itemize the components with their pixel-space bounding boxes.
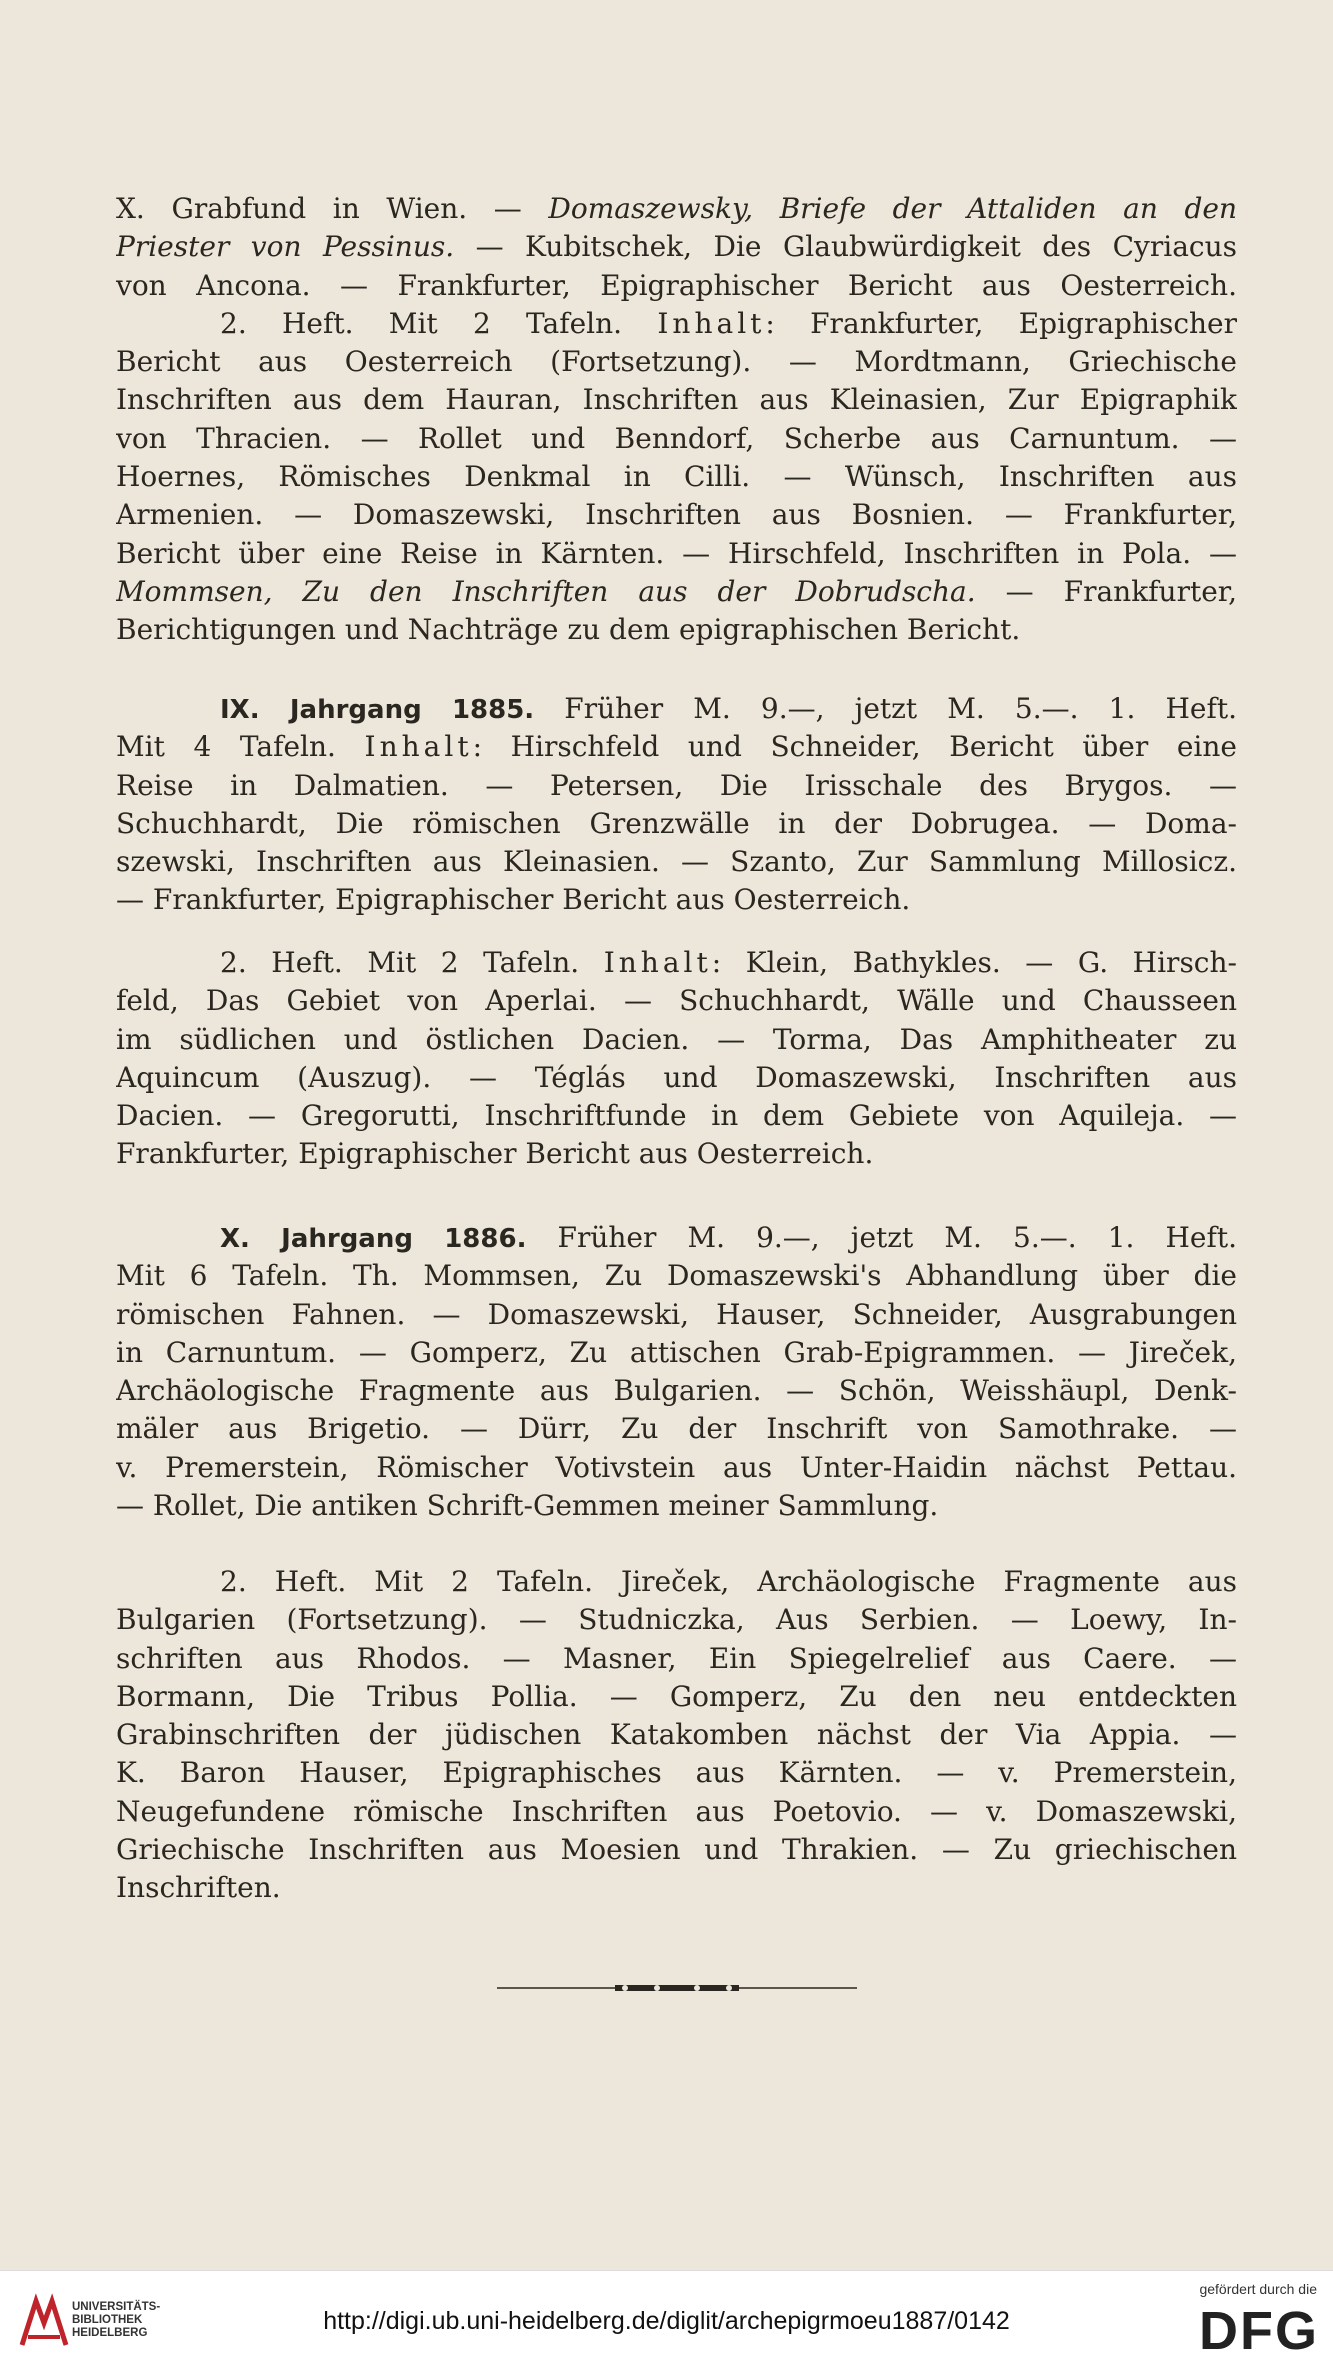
text-line xyxy=(116,1869,1237,1907)
text-run: Bericht über eine Reise in Kärnten. — Hirschfeld, Inschriften in Pola. — xyxy=(116,536,1237,570)
text-line xyxy=(116,843,1237,881)
bold-heading: IX. Jahrgang 1885. xyxy=(220,695,535,725)
footer-bar xyxy=(0,2270,1333,2374)
text-line xyxy=(116,458,1237,496)
text-line xyxy=(116,611,1237,649)
text-line xyxy=(116,1059,1237,1097)
text-run: Früher M. 9.—, jetzt M. 5.—. 1. Heft. xyxy=(534,692,1237,725)
library-name: UNIVERSITÄTS- BIBLIOTHEK HEIDELBERG xyxy=(72,2301,161,2339)
text-run: — Frankfurter, Epigraphischer Bericht aus Oesterreich. xyxy=(116,883,911,917)
text-run: — Frankfurter, xyxy=(975,574,1237,608)
text-run: Neugefundene römische Inschriften aus Poetovio. — v. Domaszewski, xyxy=(116,1794,1237,1828)
text-line xyxy=(116,1296,1237,1334)
text-run: Bulgarien (Fortsetzung). — Studniczka, Aus Serbien. — Loewy, In- xyxy=(116,1603,1237,1637)
italic-text: Domaszewsky, Briefe der Attaliden an den xyxy=(548,192,1237,225)
text-line xyxy=(116,690,1237,728)
text-line xyxy=(116,1793,1237,1831)
text-block-5 xyxy=(116,1563,1237,1908)
text-line xyxy=(116,1640,1237,1678)
spaced-text: Inhalt xyxy=(603,946,712,979)
text-run: X. Grabfund in Wien. — xyxy=(116,192,549,225)
italic-text: Mommsen, Zu den Inschriften aus der Dobrudscha. xyxy=(116,574,976,608)
text-line xyxy=(116,944,1237,982)
text-run: schriften aus Rhodos. — Masner, Ein Spiegelrelief aus Caere. — xyxy=(116,1641,1237,1675)
text-block-4 xyxy=(116,1219,1237,1525)
text-line xyxy=(116,1754,1237,1792)
text-run: Frankfurter, Epigraphischer Bericht aus Oesterreich. xyxy=(116,1137,874,1171)
text-line xyxy=(116,1219,1237,1257)
text-run: : Klein, Bathykles. — G. Hirsch- xyxy=(711,946,1237,979)
text-block-3 xyxy=(116,944,1237,1174)
page-url-link[interactable]: http://digi.ub.uni-heidelberg.de/diglit/archepigrmoeu1887/0142 xyxy=(323,2307,1010,2335)
text-run: Hoernes, Römisches Denkmal in Cilli. — Wünsch, Inschriften aus xyxy=(116,460,1237,494)
text-line xyxy=(116,190,1237,228)
text-line xyxy=(116,1097,1237,1135)
text-run: von Thracien. — Rollet und Benndorf, Scherbe aus Carnuntum. — xyxy=(116,421,1237,455)
text-run: Mit 6 Tafeln. Th. Mommsen, Zu Domaszewski's Abhandlung über die xyxy=(116,1259,1237,1293)
text-run: Inschriften. xyxy=(116,1871,281,1905)
text-run: von Ancona. — Frankfurter, Epigraphischer Bericht aus Oesterreich. xyxy=(116,268,1237,302)
text-run: 2. Heft. Mit 2 Tafeln. xyxy=(220,946,604,979)
text-line xyxy=(116,1021,1237,1059)
text-line xyxy=(116,1449,1237,1487)
spaced-text: Inhalt xyxy=(657,306,766,340)
text-line xyxy=(116,1135,1237,1173)
text-line xyxy=(116,228,1237,266)
text-run: v. Premerstein, Römischer Votivstein aus Unter-Haidin nächst Pettau. xyxy=(116,1450,1237,1484)
text-run: Bericht aus Oesterreich (Fortsetzung). — Mordtmann, Griechische xyxy=(116,345,1237,379)
text-run: 2. Heft. Mit 2 Tafeln. Jireček, Archäologische Fragmente aus xyxy=(220,1565,1237,1598)
text-line xyxy=(116,420,1237,458)
text-line xyxy=(116,267,1237,305)
text-line xyxy=(116,573,1237,611)
text-run: K. Baron Hauser, Epigraphisches aus Kärnten. — v. Premerstein, xyxy=(116,1756,1237,1790)
text-run: römischen Fahnen. — Domaszewski, Hauser, Schneider, Ausgrabungen xyxy=(116,1297,1237,1331)
text-line xyxy=(116,1410,1237,1448)
spaced-text: Inhalt xyxy=(364,730,473,764)
text-run: im südlichen und östlichen Dacien. — Torma, Das Amphitheater zu xyxy=(116,1022,1237,1056)
text-run: — Rollet, Die antiken Schrift-Gemmen meiner Sammlung. xyxy=(116,1489,939,1523)
text-line xyxy=(116,305,1237,343)
text-run: Griechische Inschriften aus Moesien und Thrakien. — Zu griechischen xyxy=(116,1833,1237,1867)
text-line xyxy=(116,1601,1237,1639)
text-line xyxy=(116,1257,1237,1295)
text-line xyxy=(116,535,1237,573)
text-run: Armenien. — Domaszewski, Inschriften aus Bosnien. — Frankfurter, xyxy=(116,498,1237,532)
text-line xyxy=(116,1563,1237,1601)
italic-text: Priester von Pessinus. xyxy=(116,230,455,264)
text-line xyxy=(116,728,1237,766)
text-run: Dacien. — Gregorutti, Inschriftfunde in dem Gebiete von Aquileja. — xyxy=(116,1099,1237,1133)
text-run: Inschriften aus dem Hauran, Inschriften aus Kleinasien, Zur Epigraphik xyxy=(116,383,1237,417)
text-line xyxy=(116,343,1237,381)
text-run: — Kubitschek, Die Glaubwürdigkeit des Cyriacus xyxy=(454,230,1237,264)
text-line xyxy=(116,1487,1237,1525)
text-run: Mit 4 Tafeln. xyxy=(116,730,365,764)
text-run: Reise in Dalmatien. — Petersen, Die Irisschale des Brygos. — xyxy=(116,768,1237,802)
text-line xyxy=(116,1372,1237,1410)
text-block-1 xyxy=(116,190,1237,650)
text-run: : Hirschfeld und Schneider, Bericht über eine xyxy=(472,730,1237,764)
text-run: Archäologische Fragmente aus Bulgarien. — Schön, Weisshäupl, Denk- xyxy=(116,1374,1237,1408)
text-run: Grabinschriften der jüdischen Katakomben nächst der Via Appia. — xyxy=(116,1718,1237,1752)
text-run: feld, Das Gebiet von Aperlai. — Schuchhardt, Wälle und Chausseen xyxy=(116,984,1237,1018)
text-run: szewski, Inschriften aus Kleinasien. — Szanto, Zur Sammlung Millosicz. xyxy=(116,845,1237,879)
text-line xyxy=(116,982,1237,1020)
text-run: Schuchhardt, Die römischen Grenzwälle in der Dobrugea. — Doma- xyxy=(116,806,1237,840)
text-run: mäler aus Brigetio. — Dürr, Zu der Inschrift von Samothrake. — xyxy=(116,1412,1237,1446)
dfg-logo: DFG xyxy=(1199,2301,1319,2361)
text-line xyxy=(116,767,1237,805)
text-run: in Carnuntum. — Gomperz, Zu attischen Grab-Epigrammen. — Jireček, xyxy=(116,1335,1237,1369)
text-run: : Frankfurter, Epigraphischer xyxy=(765,306,1237,340)
text-run: Berichtigungen und Nachträge zu dem epigraphischen Bericht. xyxy=(116,613,1021,647)
divider-ornament xyxy=(497,1980,857,1996)
funded-by-label: gefördert durch die xyxy=(1199,2281,1317,2297)
text-line xyxy=(116,381,1237,419)
text-run: Früher M. 9.—, jetzt M. 5.—. 1. Heft. xyxy=(526,1221,1237,1254)
text-run: 2. Heft. Mit 2 Tafeln. xyxy=(220,306,658,340)
text-line xyxy=(116,1678,1237,1716)
text-line xyxy=(116,1716,1237,1754)
text-line xyxy=(116,805,1237,843)
text-line xyxy=(116,881,1237,919)
text-line xyxy=(116,1831,1237,1869)
text-block-2 xyxy=(116,690,1237,920)
text-line xyxy=(116,1334,1237,1372)
bold-heading: X. Jahrgang 1886. xyxy=(220,1224,527,1254)
text-line xyxy=(116,496,1237,534)
text-run: Aquincum (Auszug). — Téglás und Domaszewski, Inschriften aus xyxy=(116,1060,1237,1094)
text-run: Bormann, Die Tribus Pollia. — Gomperz, Zu den neu entdeckten xyxy=(116,1679,1237,1713)
